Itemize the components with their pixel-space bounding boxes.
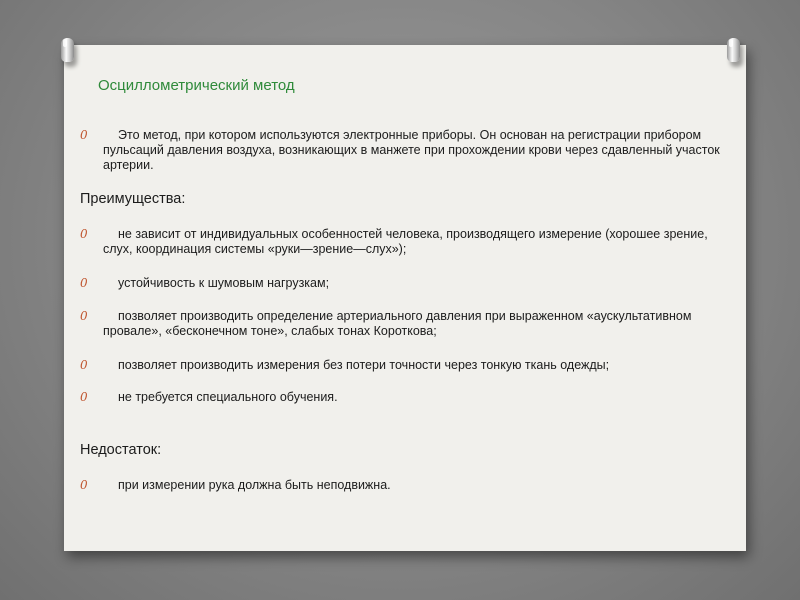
disadvantage-heading: Недостаток: [80,442,162,458]
list-item [80,276,720,291]
intro-text: Это метод, при котором используются электронные приборы. Он основан на регистрации прибором пульсаций давления воздуха, возникающих в манжете при прохождении крови через сдавленный участок артерии. [103,128,720,172]
slide-title: Осциллометрический метод [98,77,295,94]
bullet-icon: 0 [80,276,88,290]
bullet-icon: 0 [80,227,88,241]
list-item [80,358,720,373]
bullet-icon: 0 [80,309,88,323]
advantage-text: позволяет производить измерения без потери точности через тонкую ткань одежды; [118,358,610,372]
list-item [80,227,720,257]
advantage-text: позволяет производить определение артериального давления при выраженном «аускультативном провале», «бесконечном тоне», слабых тонах Короткова; [103,309,692,338]
advantage-text: не требуется специального обучения. [118,390,338,404]
disadvantage-text: при измерении рука должна быть неподвижна. [118,478,391,492]
pushpin-left-icon [61,38,74,62]
list-item [80,390,720,405]
bullet-icon: 0 [80,358,88,372]
advantage-text: устойчивость к шумовым нагрузкам; [118,276,330,290]
bullet-icon: 0 [80,128,88,142]
intro-paragraph [80,128,720,173]
slide-paper [64,45,746,551]
advantages-heading: Преимущества: [80,191,186,207]
list-item [80,478,720,493]
bullet-icon: 0 [80,478,88,492]
advantage-text: не зависит от индивидуальных особенностей человека, производящего измерение (хорошее зрение, слух, координация системы «руки—зрение—слух»); [103,227,708,256]
pushpin-right-icon [727,38,740,62]
list-item [80,309,720,339]
bullet-icon: 0 [80,390,88,404]
